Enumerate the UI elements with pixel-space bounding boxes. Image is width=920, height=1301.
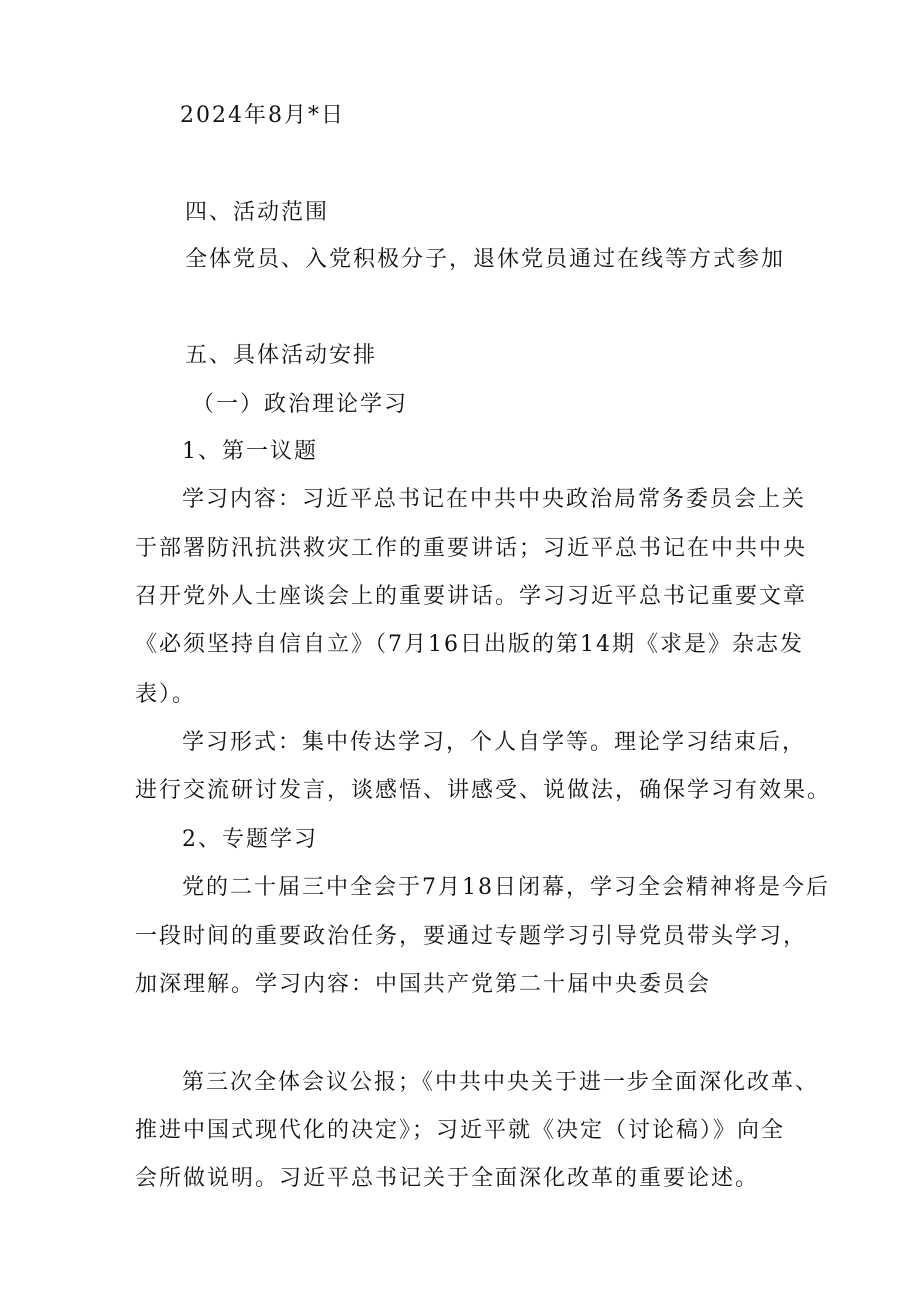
topic1-form-line: 学习形式：集中传达学习，个人自学等。理论学习结束后，: [182, 730, 807, 755]
topic2-continued-line: 推进中国式现代化的决定》；习近平就《决定（讨论稿）》向全: [135, 1118, 786, 1143]
topic1-content-line: 召开党外人士座谈会上的重要讲话。学习习近平总书记重要文章: [135, 584, 808, 609]
date-line: 2024年8月*日: [180, 103, 345, 128]
topic1-heading: 1、第一议题: [182, 439, 318, 464]
topic1-content-line: 于部署防汛抗洪救灾工作的重要讲话；习近平总书记在中共中央: [135, 536, 808, 561]
theory-heading: （一）政治理论学习: [192, 392, 409, 417]
topic2-content-line: 党的二十届三中全会于7月18日闭幕，学习全会精神将是今后: [182, 875, 830, 900]
scope-heading: 四、活动范围: [185, 200, 330, 225]
topic2-content-line: 一段时间的重要政治任务，要通过专题学习引导党员带头学习，: [135, 924, 808, 949]
arrangement-heading: 五、具体活动安排: [185, 343, 378, 368]
topic2-continued-line: 会所做说明。习近平总书记关于全面深化改革的重要论述。: [135, 1166, 760, 1191]
scope-text: 全体党员、入党积极分子，退休党员通过在线等方式参加: [185, 247, 786, 272]
topic2-heading: 2、专题学习: [182, 827, 318, 852]
topic2-continued-line: 第三次全体会议公报；《中共中央关于进一步全面深化改革、: [182, 1070, 820, 1095]
topic1-form-line: 进行交流研讨发言，谈感悟、讲感受、说做法，确保学习有效果。: [135, 778, 832, 803]
topic1-content-line: 学习内容：习近平总书记在中共中央政治局常务委员会上关: [182, 487, 807, 512]
topic1-content-line: 《必须坚持自信自立》（7月16日出版的第14期《求是》杂志发: [135, 632, 804, 657]
topic2-content-line: 加深理解。学习内容：中国共产党第二十届中央委员会: [135, 972, 712, 997]
topic1-content-line: 表）。: [135, 682, 197, 707]
